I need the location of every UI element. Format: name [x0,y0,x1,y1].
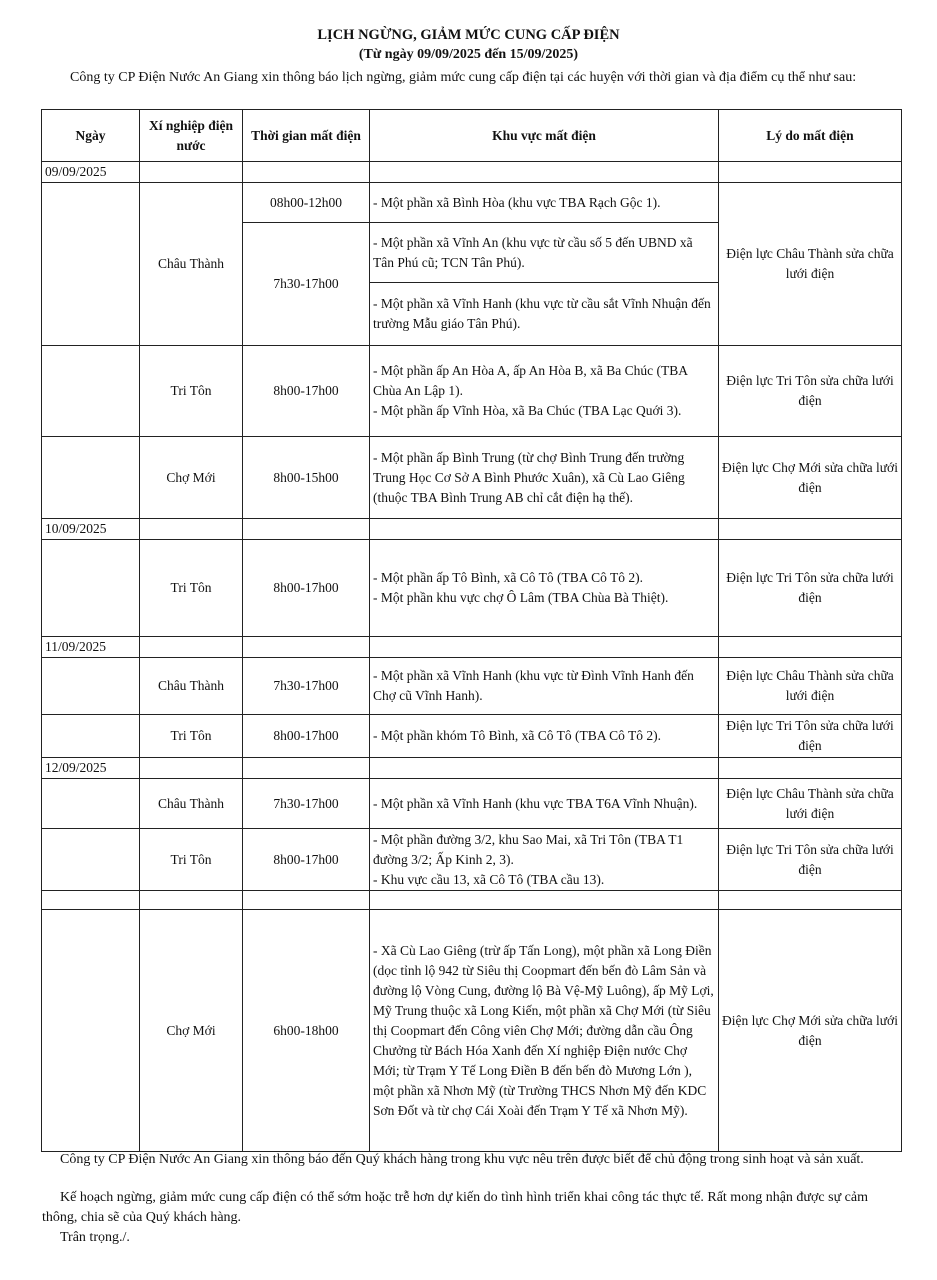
time-cell: 8h00-15h00 [243,437,370,519]
reason-cell: Điện lực Châu Thành sửa chữa lưới điện [719,779,902,829]
table-row [42,437,902,519]
header-area: Khu vực mất điện [370,110,719,162]
time-cell: 7h30-17h00 [243,658,370,715]
date-cell: 12/09/2025 [42,758,140,779]
area-cell: - Xã Cù Lao Giêng (trừ ấp Tấn Long), một phần xã Long Điền (dọc tỉnh lộ 942 từ Siêu thị Coopmart đến bến đò Lâm Sản và đường lộ Vòng Cung, đường lộ Bà Vệ-Mỹ Luông), ấp Mỹ Lợi, Mỹ Trung thuộc xã Long Kiến, một phần xã Chợ Mới (từ Siêu thị Coopmart đến Công viên Chợ Mới; đường dẫn cầu Ông Chưởng từ Bách Hóa Xanh đến Xí nghiệp Điện nước Chợ Mới; từ Trạm Y Tế Long Điền B đến bến đò Mương Lớn ), một phần xã Nhơn Mỹ (từ Trường THCS Nhơn Mỹ đến KDC Sơn Đốt và từ chợ Cái Xoài đến Trạm Y Tế xã Nhơn Mỹ). [370,910,719,1152]
reason-cell: Điện lực Tri Tôn sửa chữa lưới điện [719,715,902,758]
header-unit: Xí nghiệp điện nước [140,110,243,162]
table-row [42,910,902,1152]
area-line: - Một phần ấp Vĩnh Hòa, xã Ba Chúc (TBA Lạc Quới 3). [373,403,682,418]
unit-cell: Châu Thành [140,658,243,715]
table-row [42,346,902,437]
table-row [42,779,902,829]
footer-closing: Trân trọng./. [60,1230,130,1245]
unit-cell: Châu Thành [140,779,243,829]
area-cell: - Một phần xã Vĩnh Hanh (khu vực từ Đình Vĩnh Hanh đến Chợ cũ Vĩnh Hanh). [370,658,719,715]
area-cell: - Một phần khóm Tô Bình, xã Cô Tô (TBA Cô Tô 2). [370,715,719,758]
area-cell [370,540,719,637]
area-line: - Một phần đường 3/2, khu Sao Mai, xã Tri Tôn (TBA T1 đường 3/2; Ấp Kinh 2, 3). [373,831,684,867]
outage-schedule-table [41,109,902,1152]
header-time: Thời gian mất điện [243,110,370,162]
unit-cell: Tri Tôn [140,829,243,891]
time-cell: 6h00-18h00 [243,910,370,1152]
date-row [42,162,902,183]
area-cell: - Một phần xã Bình Hòa (khu vực TBA Rạch Gộc 1). [370,183,719,223]
table-header-row [42,110,902,162]
date-cell: 11/09/2025 [42,637,140,658]
date-cell: 10/09/2025 [42,519,140,540]
area-line: - Một phần ấp An Hòa A, ấp An Hòa B, xã Ba Chúc (TBA Chùa An Lập 1). [373,363,688,398]
time-cell: 8h00-17h00 [243,715,370,758]
time-cell: 8h00-17h00 [243,829,370,891]
time-cell: 7h30-17h00 [243,779,370,829]
date-row [42,519,902,540]
area-cell: - Một phần xã Vĩnh Hanh (khu vực TBA T6A Vĩnh Nhuận). [370,779,719,829]
time-cell: 8h00-17h00 [243,540,370,637]
footer-notice: Công ty CP Điện Nước An Giang xin thông báo đến Quý khách hàng trong khu vực nêu trên được biết để chủ động trong sinh hoạt và sản xuất. [60,1152,864,1167]
spacer-row [42,891,902,910]
unit-cell: Châu Thành [140,183,243,346]
table-row [42,540,902,637]
area-cell: - Một phần xã Vĩnh An (khu vực từ cầu số 5 đến UBND xã Tân Phú cũ; TCN Tân Phú). [370,223,719,283]
table-row [42,715,902,758]
time-cell: 7h30-17h00 [243,223,370,346]
document-subtitle: (Từ ngày 09/09/2025 đến 15/09/2025) [358,47,579,62]
reason-cell: Điện lực Tri Tôn sửa chữa lưới điện [719,829,902,891]
area-line: - Một phần ấp Tô Bình, xã Cô Tô (TBA Cô Tô 2). [373,570,643,585]
area-cell [370,346,719,437]
document-title: LỊCH NGỪNG, GIẢM MỨC CUNG CẤP ĐIỆN [317,27,620,43]
unit-cell: Tri Tôn [140,346,243,437]
area-line: - Khu vực cầu 13, xã Cô Tô (TBA cầu 13). [373,871,605,887]
unit-cell: Tri Tôn [140,540,243,637]
intro-paragraph: Công ty CP Điện Nước An Giang xin thông báo lịch ngừng, giảm mức cung cấp điện tại các huyện với thời gian và địa điểm cụ thể như sau: [70,70,857,85]
table-row [42,658,902,715]
time-cell: 08h00-12h00 [243,183,370,223]
date-row [42,637,902,658]
footer-plan-note: Kế hoạch ngừng, giảm mức cung cấp điện có thể sớm hoặc trễ hơn dự kiến do tình hình triển khai công tác thực tế. Rất mong nhận được sự cảm thông, chia sẽ của Quý khách hàng. [42,1190,868,1225]
table-row [42,183,902,223]
unit-cell: Chợ Mới [140,910,243,1152]
area-line: - Một phần khu vực chợ Ô Lâm (TBA Chùa Bà Thiệt). [373,590,669,605]
reason-cell: Điện lực Chợ Mới sửa chữa lưới điện [719,437,902,519]
reason-cell: Điện lực Châu Thành sửa chữa lưới điện [719,658,902,715]
area-cell: - Một phần ấp Bình Trung (từ chợ Bình Trung đến trường Trung Học Cơ Sở A Bình Phước Xuân), xã Cù Lao Giêng (thuộc TBA Bình Trung AB chỉ cắt điện hạ thế). [370,437,719,519]
table-row [42,829,902,891]
reason-cell: Điện lực Tri Tôn sửa chữa lưới điện [719,346,902,437]
unit-cell: Chợ Mới [140,437,243,519]
unit-cell: Tri Tôn [140,715,243,758]
date-cell: 09/09/2025 [42,162,140,183]
reason-cell: Điện lực Chợ Mới sửa chữa lưới điện [719,910,902,1152]
reason-cell: Điện lực Tri Tôn sửa chữa lưới điện [719,540,902,637]
time-cell: 8h00-17h00 [243,346,370,437]
area-cell: - Một phần xã Vĩnh Hanh (khu vực từ cầu sắt Vĩnh Nhuận đến trường Mẫu giáo Tân Phú). [370,283,719,346]
date-row [42,758,902,779]
header-reason: Lý do mất điện [719,110,902,162]
area-cell [370,829,719,891]
header-date: Ngày [42,110,140,162]
reason-cell: Điện lực Châu Thành sửa chữa lưới điện [719,183,902,346]
